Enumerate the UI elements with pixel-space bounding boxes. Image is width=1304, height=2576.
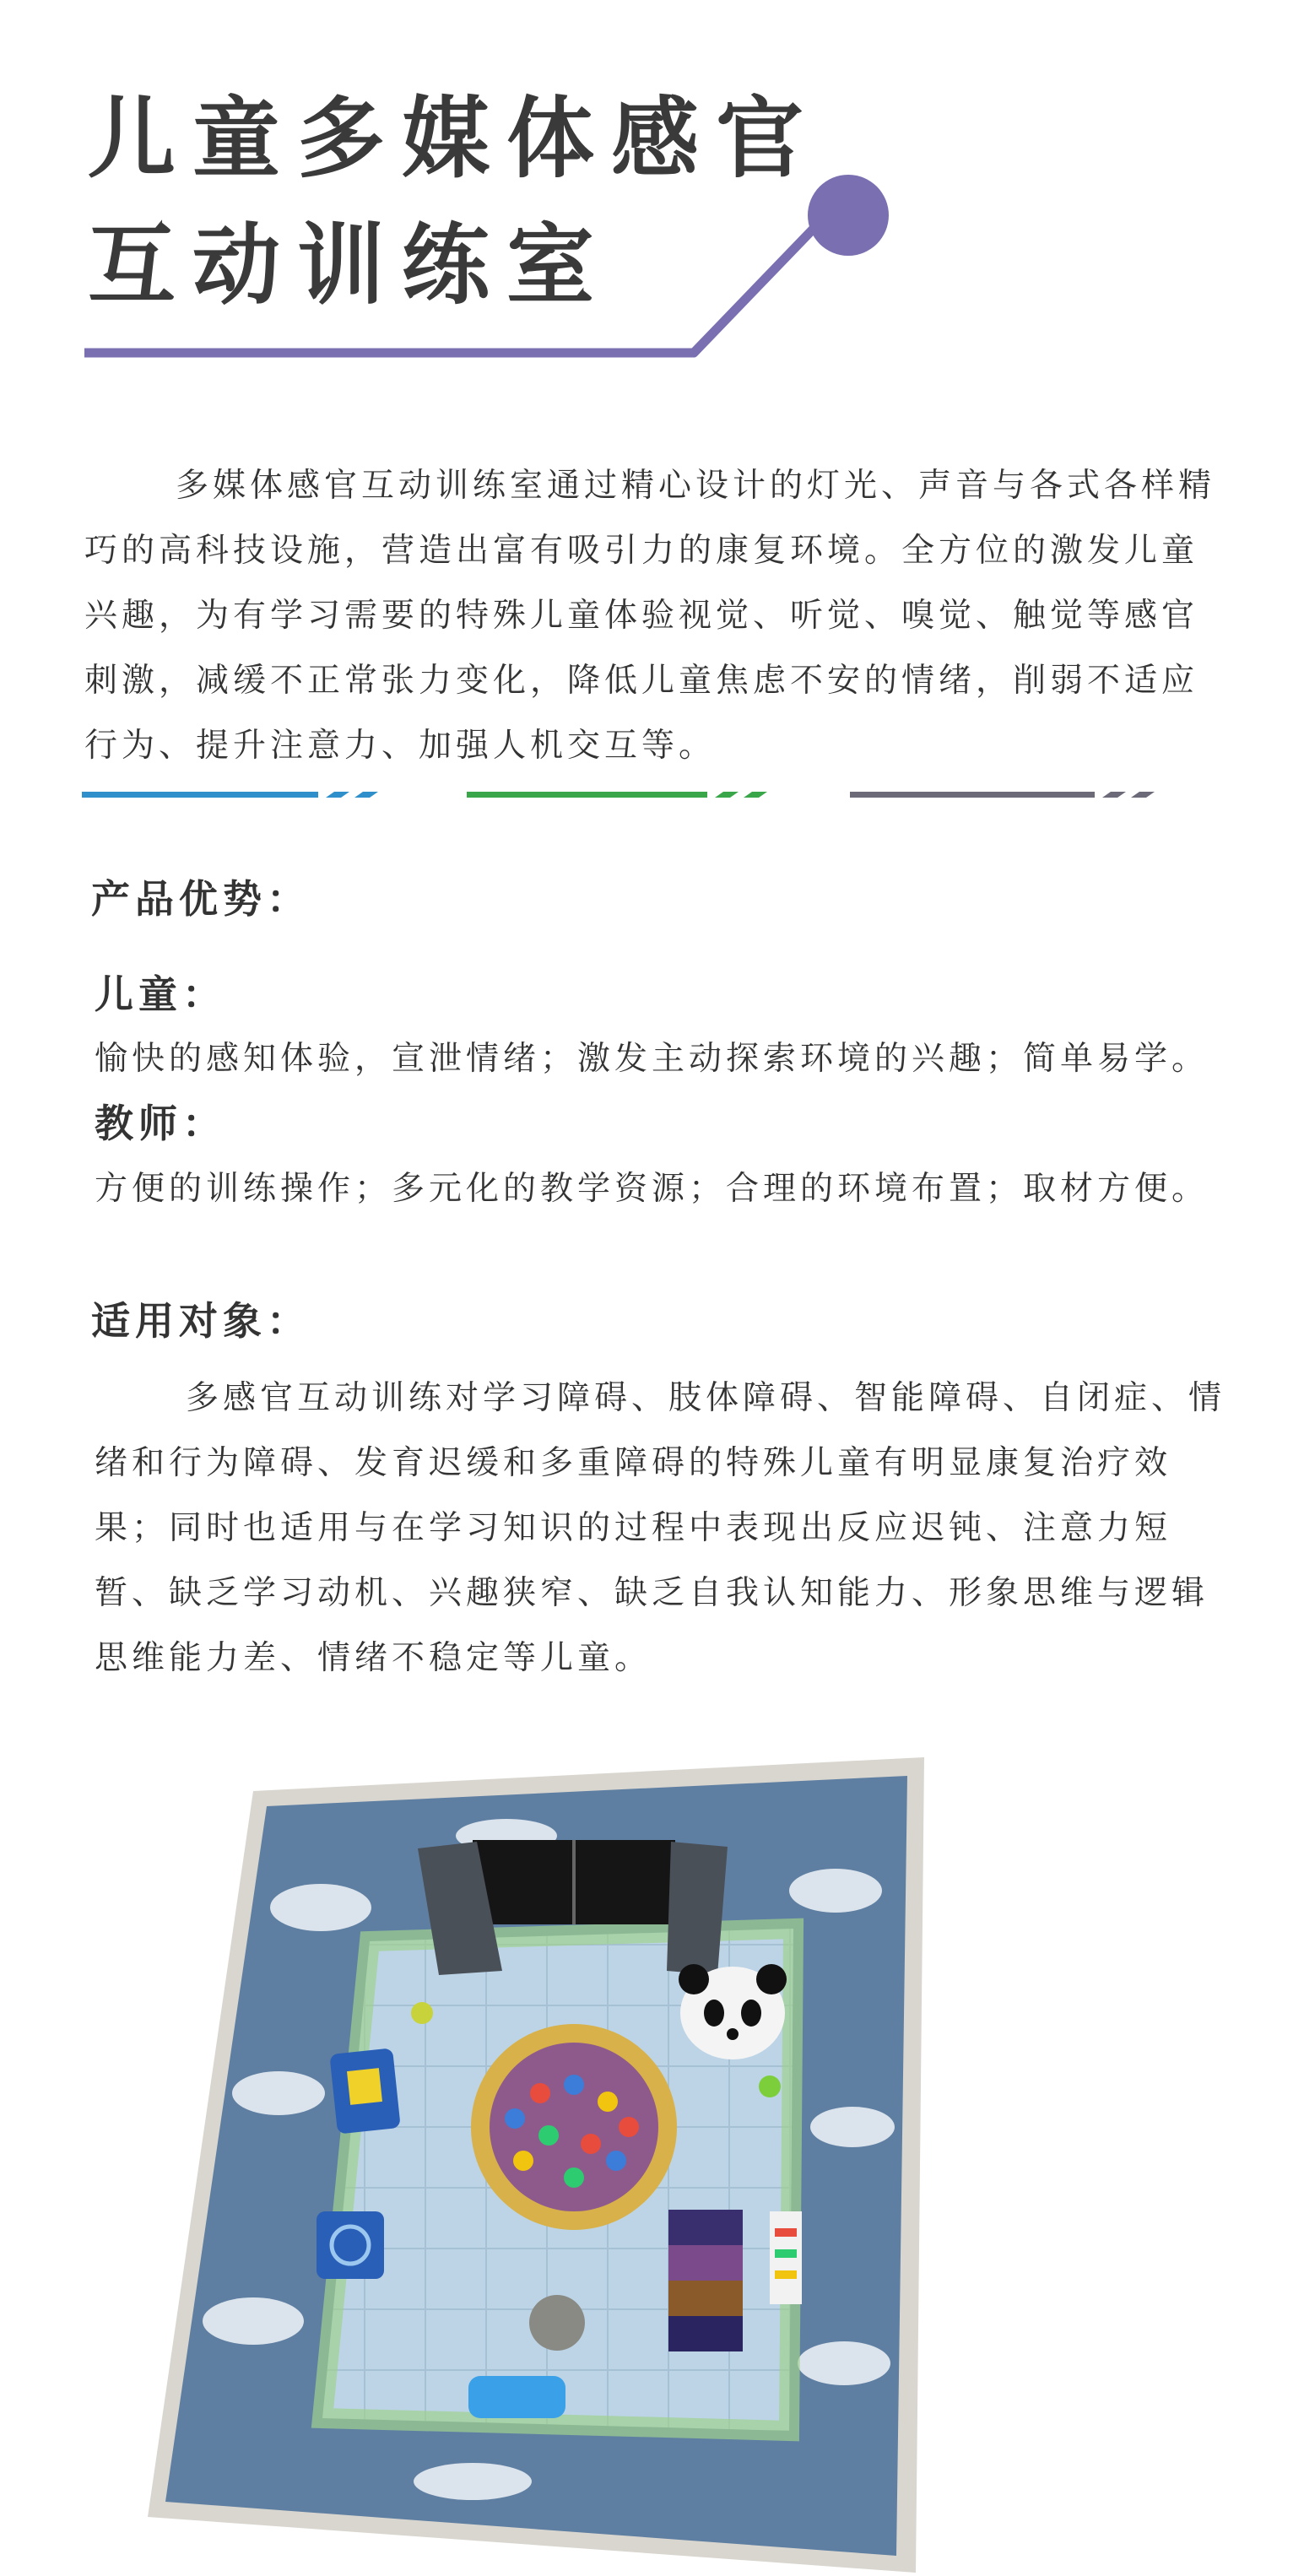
advantages-heading: 产品优势： [91, 876, 311, 922]
small-stool [759, 2075, 781, 2097]
intro-paragraph: 多媒体感官互动训练室通过精心设计的灯光、声音与各式各样精巧的高科技设施，营造出富有吸引力的康复环境。全方位的激发儿童兴趣，为有学习需要的特殊儿童体验视觉、听觉、嗅觉、触觉等感官刺激，减缓不正常张力变化，降低儿童焦虑不安的情绪，削弱不适应行为、提升注意力、加强人机交互等。 [84, 467, 1216, 765]
children-text: 愉快的感知体验，宣泄情绪；激发主动探索环境的兴趣；简单易学。 [95, 1040, 1209, 1078]
teacher-label: 教师： [95, 1101, 226, 1146]
floor-mats [668, 2210, 743, 2351]
page-title-line2: 互动训练室 [88, 214, 612, 317]
children-label: 儿童： [95, 971, 226, 1017]
audience-paragraph: 多感官互动训练对学习障碍、肢体障碍、智能障碍、自闭症、情绪和行为障碍、发育迟缓和多重障碍的特殊儿童有明显康复治疗效果；同时也适用与在学习知识的过程中表现出反应迟钝、注意力短暂、缺乏学习动机、兴趣狭窄、缺乏自我认知能力、形象思维与逻辑思维能力差、情绪不稳定等儿童。 [95, 1379, 1226, 1677]
stool [529, 2295, 585, 2351]
curtain-right [667, 1842, 728, 1975]
cushion-bottom [468, 2376, 565, 2418]
audience-heading: 适用对象： [91, 1298, 311, 1344]
small-stool [411, 2002, 433, 2024]
page-title-line1: 儿童多媒体感官 [88, 87, 821, 190]
teacher-text: 方便的训练操作；多元化的教学资源；合理的环境布置；取材方便。 [95, 1170, 1209, 1208]
cushion-swirl [317, 2211, 384, 2279]
